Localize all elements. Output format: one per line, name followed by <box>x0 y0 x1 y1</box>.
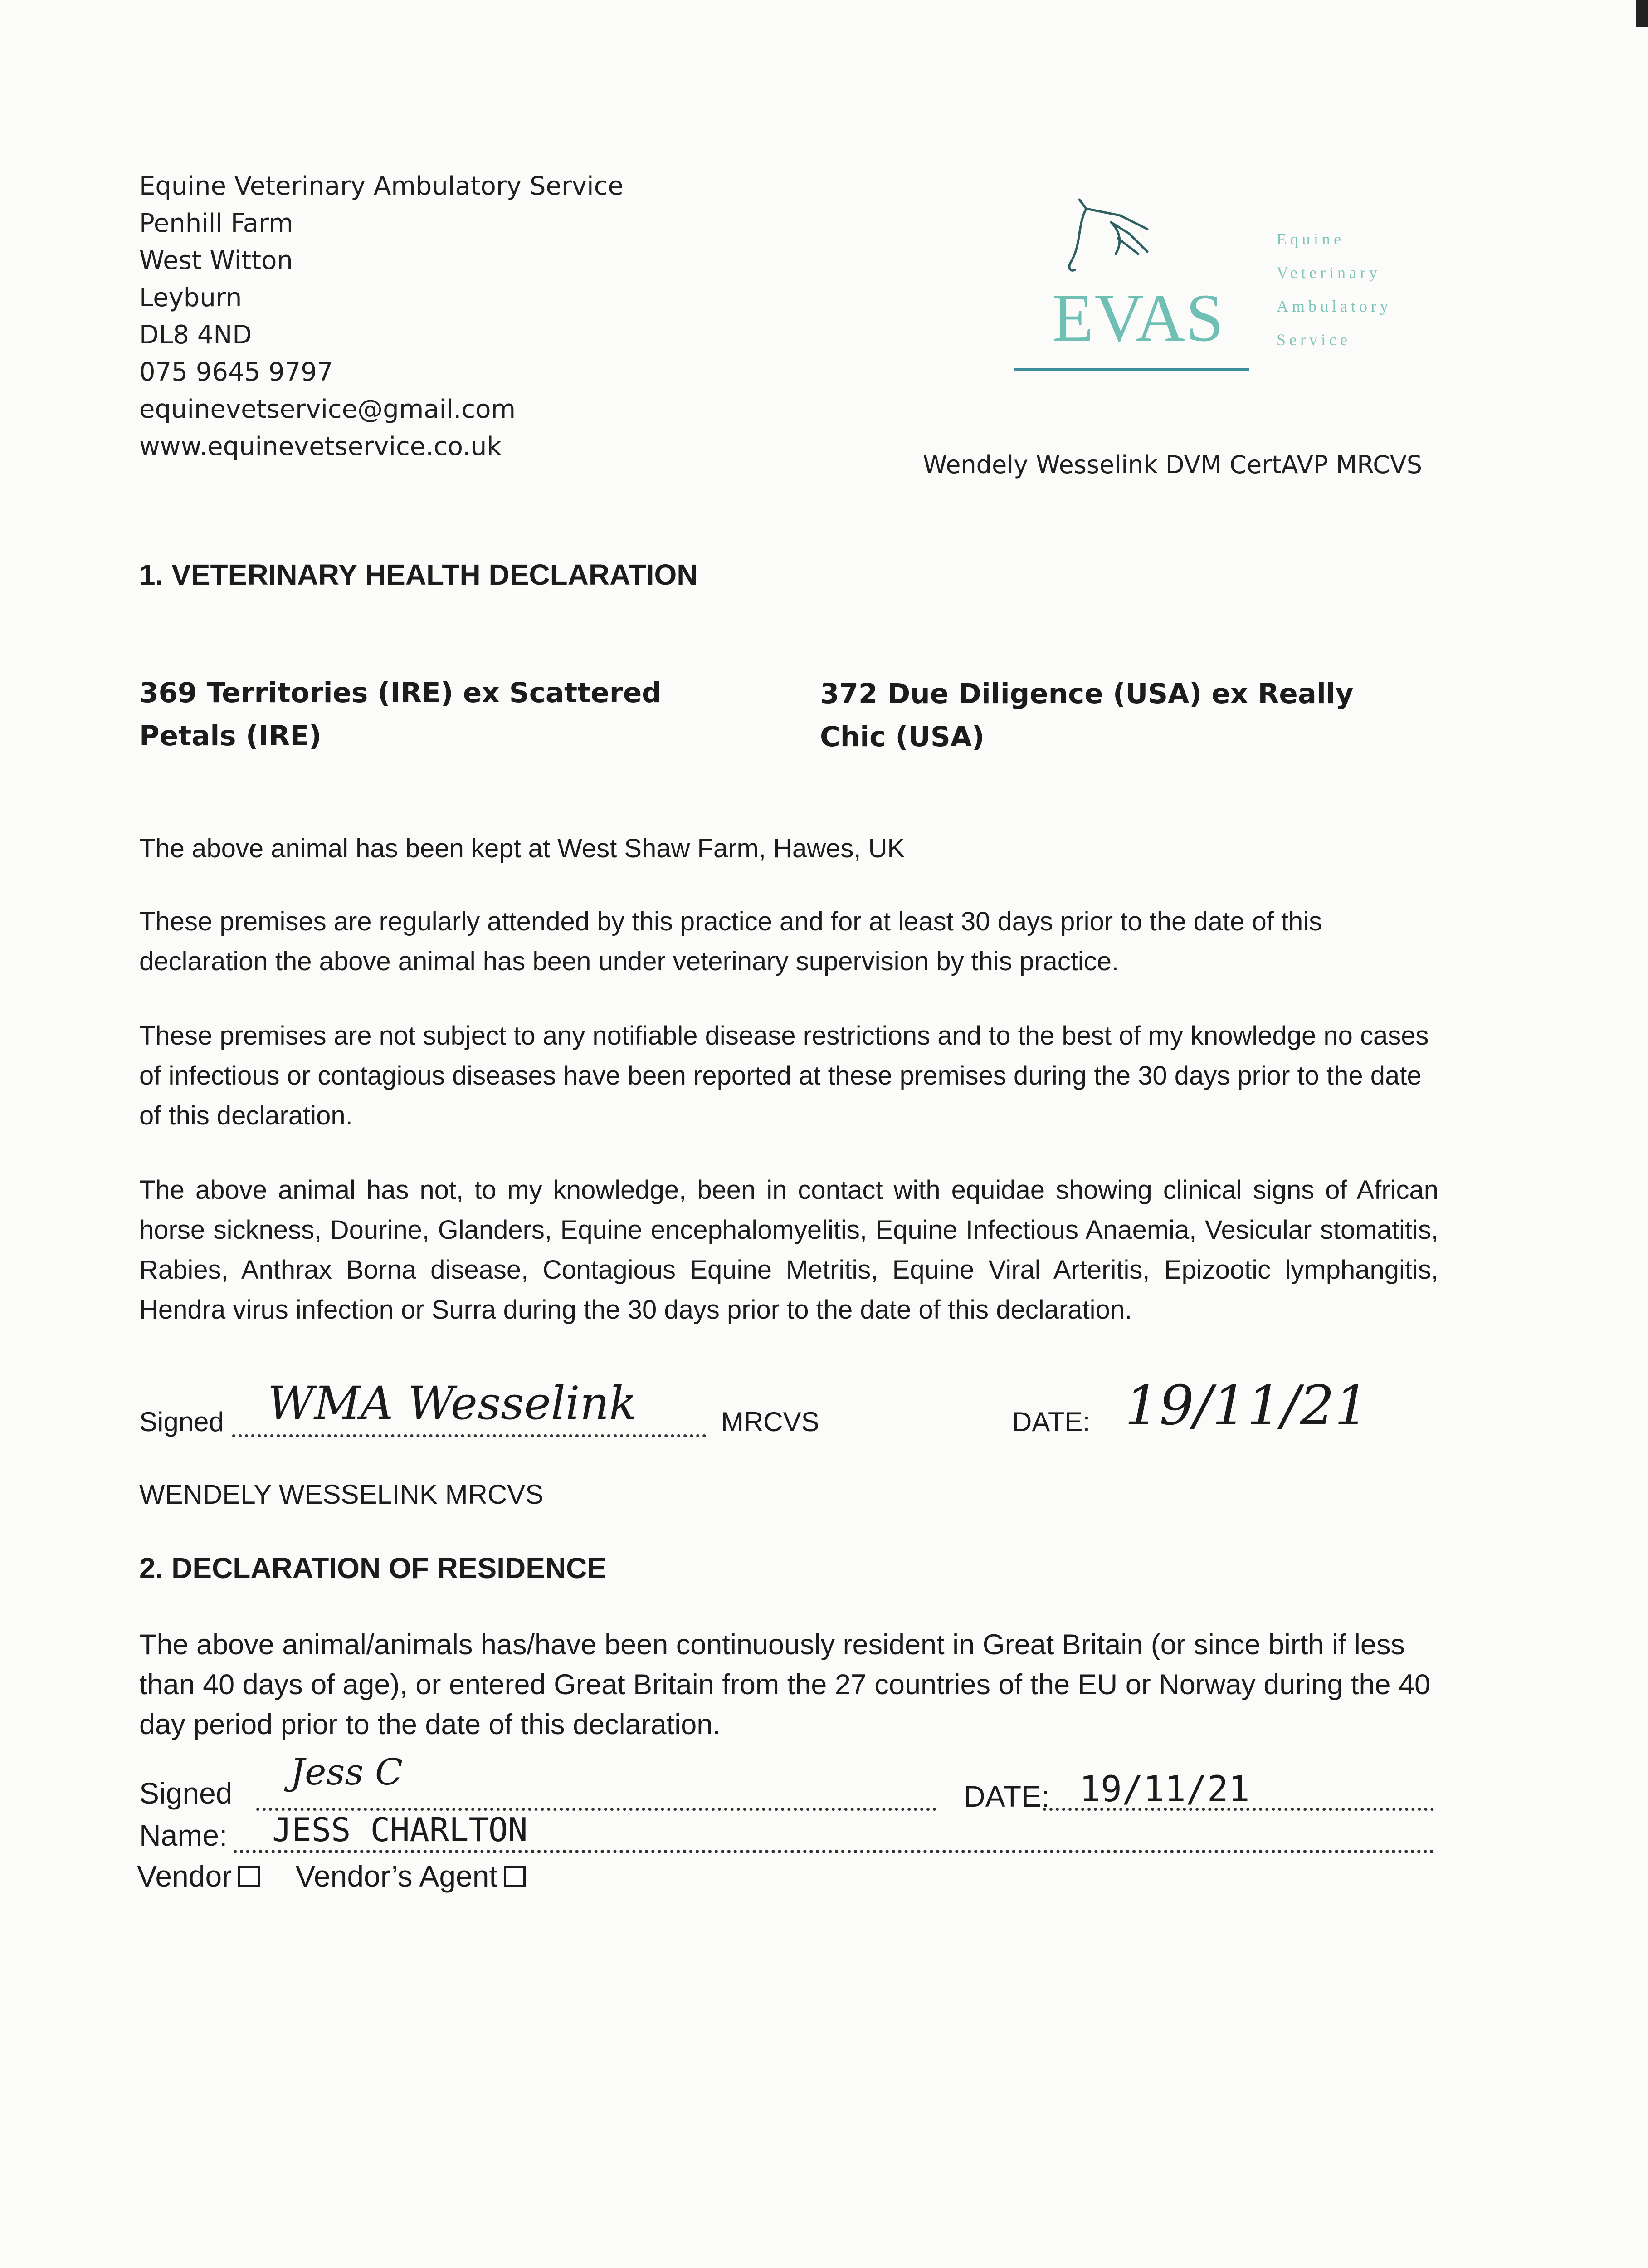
vendor-checkbox[interactable] <box>238 1866 260 1887</box>
owner-name-value: JESS CHARLTON <box>272 1811 528 1849</box>
address-line: Penhill Farm <box>139 209 293 238</box>
vendor-label: Vendor <box>137 1859 232 1893</box>
kept-at-paragraph: The above animal has been kept at West Shaw Farm, Hawes, UK <box>139 834 905 863</box>
supervision-paragraph: These premises are regularly attended by this practice and for at least 30 days prior to the date of this declaration the above animal has been under veterinary supervision by this practice. <box>139 907 1322 976</box>
vet-date-value: 19/11/21 <box>1125 1374 1369 1437</box>
section1-heading: 1. VETERINARY HEALTH DECLARATION <box>139 558 698 591</box>
phone-number: 075 9645 9797 <box>139 357 333 387</box>
contact-paragraph: The above animal has not, to my knowledge, been in contact with equidae showing clinical signs of African horse sickness, Dourine, Glanders, Equine encephalomyelitis, Equine Infectious Anaemia, Vesicular stomatitis, Rabies, Anthrax Borna disease, Contagious Equine Metritis, Equine Viral Arteritis, Epizootic lymphangitis, Hendra virus infection or Surra during the 30 days prior to the date of this declaration. <box>139 1175 1438 1325</box>
residence-paragraph: The above animal/animals has/have been continuously resident in Great Britain (or since birth if less than 40 days of age), or entered Great Britain from the 27 countries of the EU or Norway during the 40 day period prior to the date of this declaration. <box>139 1629 1431 1740</box>
horse-left: 369 Territories (IRE) ex Scattered Petals (IRE) <box>139 677 662 752</box>
logo-word: Ambulatory <box>1277 297 1392 315</box>
horse-right: 372 Due Diligence (USA) ex Really Chic (USA) <box>820 678 1354 753</box>
logo-divider <box>1014 368 1249 371</box>
logo-word: Service <box>1277 331 1351 349</box>
address-line: Leyburn <box>139 283 242 313</box>
vendor-agent-label: Vendor’s Agent <box>295 1859 497 1893</box>
vet-name: Wendely Wesselink DVM CertAVP MRCVS <box>923 450 1423 479</box>
vet-signed-suffix: MRCVS <box>721 1407 819 1437</box>
letterhead-address <box>139 168 624 465</box>
vet-date-label: DATE: <box>1012 1407 1091 1437</box>
vet-printed-name: WENDELY WESSELINK MRCVS <box>139 1479 544 1510</box>
logo-word: Equine <box>1277 230 1345 248</box>
email-address: equinevetservice@gmail.com <box>139 395 516 424</box>
vet-signature: WMA Wesselink <box>268 1377 637 1430</box>
section2-heading: 2. DECLARATION OF RESIDENCE <box>139 1552 606 1584</box>
owner-date-value: 19/11/21 <box>1079 1769 1250 1810</box>
logo-text: EVAS <box>1052 280 1225 356</box>
vet-signed-label: Signed <box>139 1407 224 1437</box>
address-line: DL8 4ND <box>139 320 252 350</box>
restrictions-paragraph: These premises are not subject to any notifiable disease restrictions and to the best of my knowledge no cases of infectious or contagious diseases have been reported at these premises during the 30 days prior to the date of this declaration. <box>139 1021 1429 1130</box>
owner-name-label: Name: <box>139 1818 228 1852</box>
website-address: www.equinevetservice.co.uk <box>139 432 502 461</box>
address-line: West Witton <box>139 246 293 275</box>
vendor-agent-checkbox[interactable] <box>504 1866 526 1887</box>
address-line: Equine Veterinary Ambulatory Service <box>139 171 624 201</box>
owner-signed-label: Signed <box>139 1776 233 1810</box>
logo-words <box>1277 222 1392 357</box>
logo-word: Veterinary <box>1277 264 1381 282</box>
vendor-options <box>137 1859 526 1893</box>
owner-date-label: DATE: <box>964 1779 1050 1813</box>
scan-edge-mark <box>1636 0 1648 27</box>
owner-signature: Jess C <box>290 1751 403 1793</box>
